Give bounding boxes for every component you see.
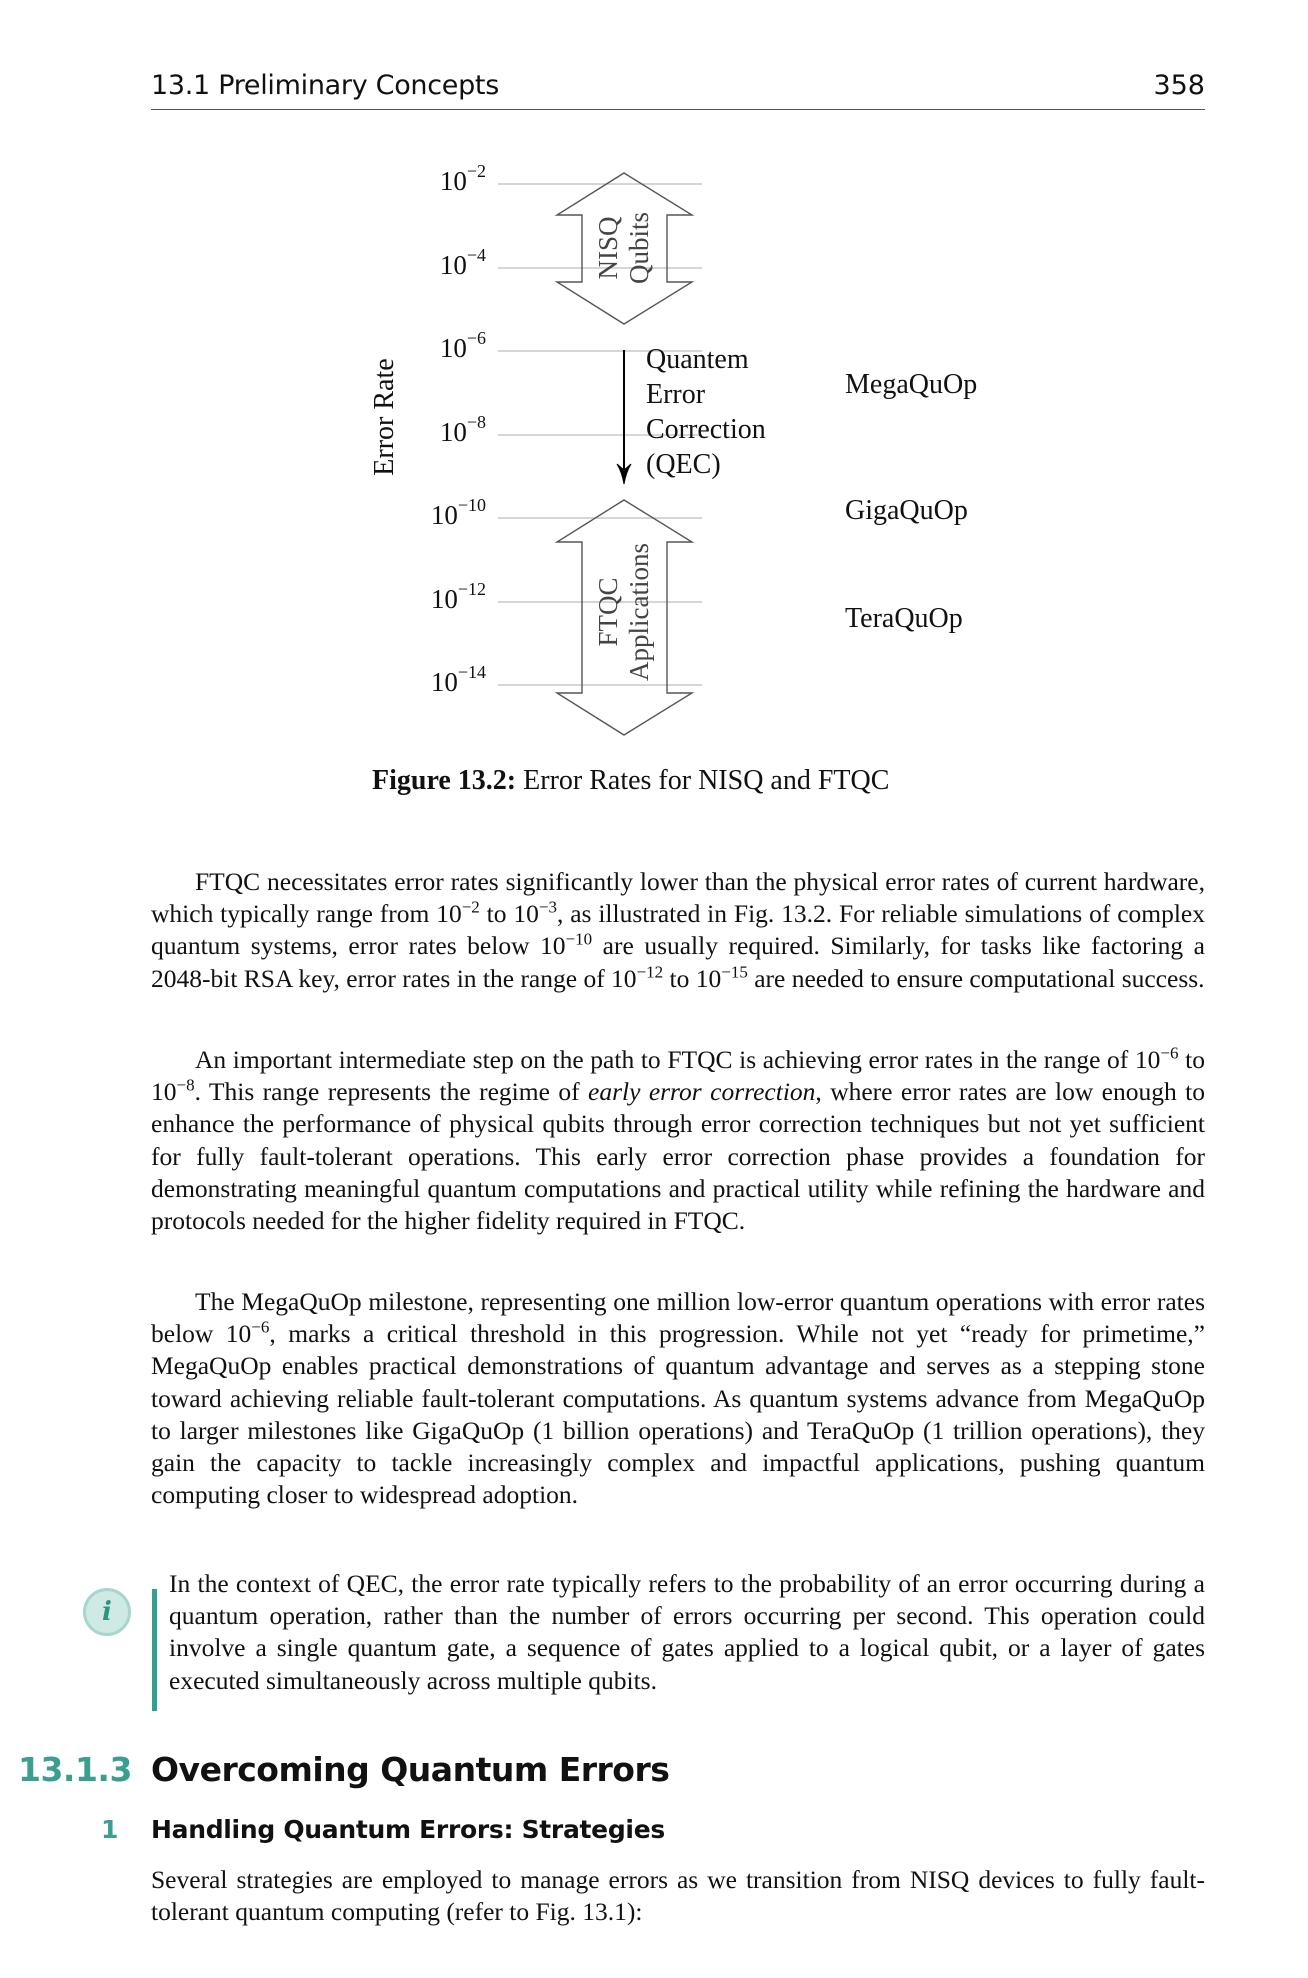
qec-label: Quantem Error Correction (QEC) xyxy=(646,344,766,480)
paragraph-megaquop-milestone: The MegaQuOp milestone, representing one million low-error quantum operations with error rates below $10^{-6}$, marks a critical threshold in this progression. While not yet “ready for primetime,” MegaQuOp enables practical demonstrations of quantum advantage and serves as a stepping stone toward achieving reliable fault-tolerant computations. As quantum systems advance from MegaQuOp to larger milestones like GigaQuOp (1 billion operations) and TeraQuOp (1 trillion operations), they gain the capacity to tackle increasingly complex and impactful applications, pushing quantum computing closer to widespread adoption. xyxy=(151,1287,1205,1510)
y-axis-label: Error Rate xyxy=(369,358,400,476)
subsection-title: Handling Quantum Errors: Strategies xyxy=(151,1815,665,1844)
milestone-megaquop: MegaQuOp xyxy=(845,369,978,400)
running-header-title: 13.1 Preliminary Concepts xyxy=(151,70,499,101)
paragraph-early-error-correction: An important intermediate step on the path to FTQC is achieving error rates in the range of $10^{-6}$ to $10^{-8}$. This range represents the regime of early error correction, where error rates are low enough to enhance the performance of physical qubits through error correction techniques but not yet sufficient for fully fault-tolerant operations. This early error correction phase provides a foundation for demonstrating meaningful quantum computations and practical utility while refining the hardware and protocols needed for the higher fidelity required in FTQC. xyxy=(151,1043,1205,1236)
ftqc-arrow-label: FTQC Applications xyxy=(593,543,654,681)
tick-label: $10^{-6}$ xyxy=(439,328,486,363)
info-icon: i xyxy=(83,1588,131,1636)
milestone-teraquop: TeraQuOp xyxy=(845,603,963,634)
subsection-number: 1 xyxy=(101,1815,119,1844)
info-box-text: In the context of QEC, the error rate typically refers to the probability of an error occurring during a quantum operation, rather than the number of errors occurring per second. This operation could involve a single quantum gate, a sequence of gates applied to a logical qubit, or a layer of gates executed simultaneously across multiple qubits. xyxy=(169,1569,1205,1695)
paragraph-ftqc-error-rates: FTQC necessitates error rates significantly lower than the physical error rates of current hardware, which typically range from $10^{-2}$ to $10^{-3}$, as illustrated in Fig. 13.2. For reliable simulations of complex quantum systems, error rates below $10^{-10}$ are usually required. Similarly, for tasks like factoring a 2048-bit RSA key, error rates in the range of $10^{-12}$ to $10^{-15}$ are needed to ensure computational success. xyxy=(151,867,1205,993)
tick-label: $10^{-2}$ xyxy=(439,161,486,196)
paragraph-strategies-intro: Several strategies are employed to manage errors as we transition from NISQ devices to fully fault-tolerant quantum computing (refer to Fig. 13.1): xyxy=(151,1865,1205,1927)
tick-label: $10^{-8}$ xyxy=(439,412,486,447)
tick-label: $10^{-4}$ xyxy=(439,245,486,280)
section-title: Overcoming Quantum Errors xyxy=(151,1750,670,1789)
info-box-accent-bar xyxy=(152,1589,157,1711)
figure-error-rates xyxy=(0,0,1308,830)
tick-label: $10^{-10}$ xyxy=(430,495,486,530)
page-number: 358 xyxy=(1153,70,1205,101)
section-number: 13.1.3 xyxy=(18,1750,132,1789)
nisq-arrow-label: NISQ Qubits xyxy=(593,211,654,285)
qec-down-arrow-icon xyxy=(617,350,631,484)
figure-caption-label: Figure 13.2: xyxy=(372,765,517,796)
tick-label: $10^{-12}$ xyxy=(430,579,486,614)
milestone-gigaquop: GigaQuOp xyxy=(845,495,968,526)
figure-caption-text: Error Rates for NISQ and FTQC xyxy=(523,765,890,796)
figure-caption xyxy=(372,765,889,797)
tick-label: $10^{-14}$ xyxy=(430,662,486,697)
